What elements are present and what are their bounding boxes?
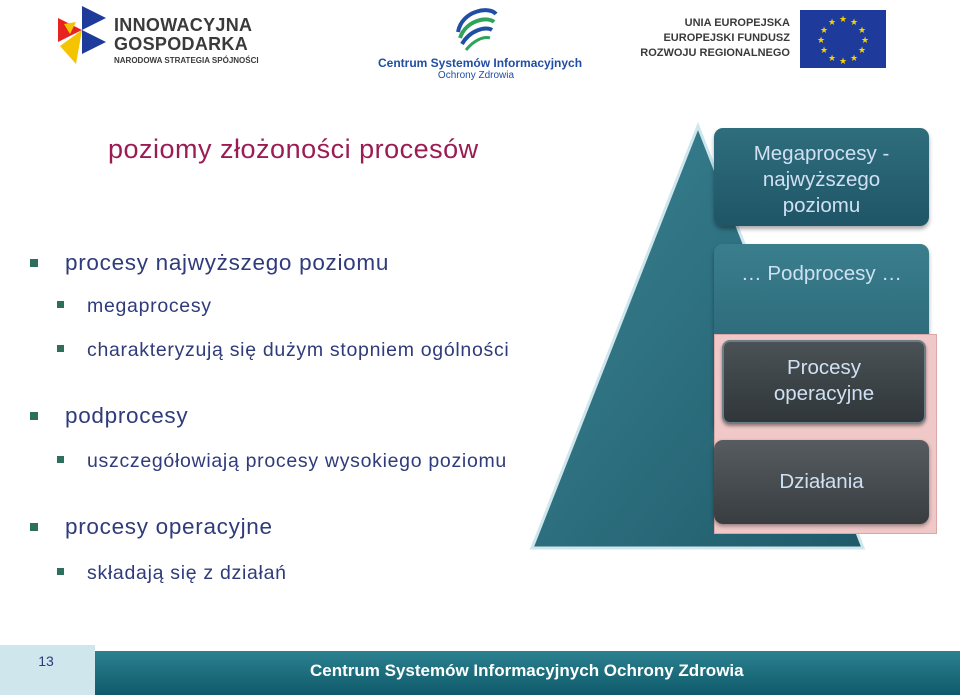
csioz-emblem-icon — [452, 2, 500, 54]
logo-line-3: NARODOWA STRATEGIA SPÓJNOŚCI — [114, 56, 259, 65]
eu-logo — [640, 10, 886, 72]
svg-text:★: ★ — [827, 18, 837, 28]
svg-text:★: ★ — [838, 15, 848, 25]
logo-line-1: INNOWACYJNA — [114, 15, 253, 35]
svg-text:★: ★ — [819, 26, 829, 36]
csioz-logo-line-2: Ochrony Zdrowia — [437, 70, 515, 81]
bullet-text: uszczegółowiają procesy wysokiego poziomu — [87, 450, 507, 472]
eu-logo-line-1: UNIA EUROPEJSKA — [684, 17, 790, 29]
svg-text:★: ★ — [838, 57, 848, 67]
csioz-logo — [378, 2, 583, 82]
bullet-text: charakteryzują się dużym stopniem ogólności — [87, 339, 510, 361]
svg-text:★: ★ — [816, 36, 826, 46]
bullet-square-icon — [30, 412, 38, 420]
csioz-logo-line-1: Centrum Systemów Informacyjnych — [378, 56, 583, 70]
svg-text:★: ★ — [857, 26, 867, 36]
logo-line-2: GOSPODARKA — [114, 34, 249, 54]
svg-text:★: ★ — [827, 54, 837, 64]
bullet-text: megaprocesy — [87, 295, 212, 317]
page-number: 13 — [38, 653, 54, 669]
bullet-square-icon — [30, 259, 38, 267]
level-dzialania — [714, 440, 929, 524]
eu-logo-text — [640, 16, 790, 61]
bullet-text: procesy najwyższego poziomu — [65, 250, 390, 275]
bullet-square-icon — [57, 456, 64, 463]
bullet-text: podprocesy — [65, 403, 189, 428]
bullet-square-icon — [30, 523, 38, 531]
svg-text:★: ★ — [857, 46, 867, 56]
slide-title: poziomy złożoności procesów — [108, 134, 479, 164]
innowacyjna-gospodarka-logo — [56, 4, 266, 74]
eu-logo-line-2: EUROPEJSKI FUNDUSZ — [663, 32, 790, 44]
eu-flag-icon — [800, 10, 886, 68]
level-dzialania-label: Działania — [779, 470, 864, 493]
footer-org-name: Centrum Systemów Informacyjnych Ochrony Zdrowia — [310, 661, 744, 680]
eu-logo-line-3: ROZWOJU REGIONALNEGO — [640, 47, 790, 59]
bullet-text: składają się z działań — [87, 562, 287, 584]
svg-text:★: ★ — [860, 36, 870, 46]
level-procesy-operacyjne-label: Procesy operacyjne — [773, 356, 875, 405]
level-megaprocesy — [714, 128, 929, 226]
bullet-square-icon — [57, 568, 64, 575]
bullet-square-icon — [57, 301, 64, 308]
innowacyjna-gospodarka-emblem-icon — [56, 4, 108, 66]
level-megaprocesy-label: Megaprocesy - najwyższego poziomu — [753, 142, 890, 217]
bullet-square-icon — [57, 345, 64, 352]
level-podprocesy-label: … Podprocesy … — [741, 262, 902, 285]
svg-text:★: ★ — [849, 18, 859, 28]
bullet-text: procesy operacyjne — [65, 514, 273, 539]
svg-text:★: ★ — [849, 54, 859, 64]
level-procesy-operacyjne — [722, 340, 926, 424]
svg-text:★: ★ — [819, 46, 829, 56]
